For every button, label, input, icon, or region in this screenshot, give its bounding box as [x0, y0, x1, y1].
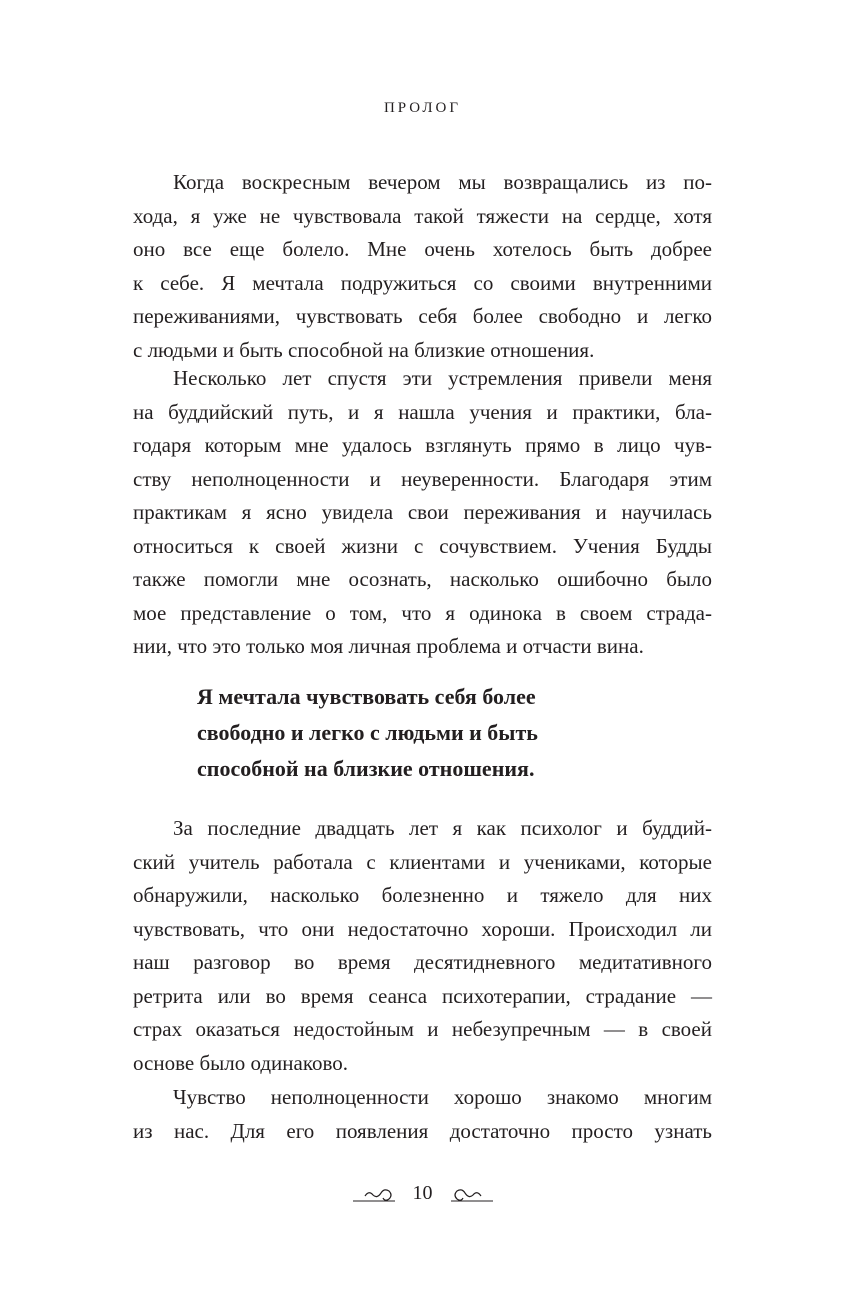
- text-line: мое представление о том, что я одинока в своем страда-: [133, 600, 712, 625]
- text-line: с людьми и быть способной на близкие отношения.: [133, 337, 595, 362]
- page-footer: [0, 1182, 845, 1205]
- right-ornament-icon: [447, 1184, 495, 1204]
- pull-quote-line: способной на близкие отношения.: [197, 756, 535, 781]
- text-line: переживаниями, чувствовать себя более свободно и легко: [133, 304, 712, 328]
- text-line: чувствовать, что они недостаточно хороши. Происходил ли: [133, 916, 712, 941]
- text-line: Чувство неполноценности хорошо знакомо многим: [173, 1085, 712, 1109]
- text-line: нии, что это только моя личная проблема и отчасти вина.: [133, 634, 644, 658]
- page-number: 10: [412, 1182, 433, 1204]
- text-line: За последние двадцать лет я как психолог и буддий-: [173, 816, 712, 840]
- text-line: практикам я ясно увидела свои переживания и научилась: [133, 500, 712, 524]
- text-line: годаря которым мне удалось взглянуть прямо в лицо чув-: [133, 433, 712, 457]
- pull-quote-line: Я мечтала чувствовать себя более: [197, 684, 536, 709]
- text-line: на буддийский путь, и я нашла учения и практики, бла-: [133, 399, 712, 424]
- text-line: Когда воскресным вечером мы возвращались из по-: [173, 170, 712, 194]
- text-line: относиться к своей жизни с сочувствием. Учения Будды: [133, 533, 712, 558]
- text-line: к себе. Я мечтала подружиться со своими внутренними: [133, 270, 712, 295]
- text-line: страх оказаться недостойным и небезупречным — в своей: [133, 1017, 712, 1041]
- pull-quote-line: свободно и легко с людьми и быть: [197, 720, 538, 745]
- running-header: ПРОЛОГ: [383, 100, 462, 116]
- text-line: наш разговор во время десятидневного медитативного: [133, 950, 712, 974]
- text-line: оно все еще болело. Мне очень хотелось быть добрее: [133, 237, 712, 261]
- text-line: Несколько лет спустя эти устремления привели меня: [173, 366, 712, 390]
- text-line: ству неполноценности и неуверенности. Благодаря этим: [133, 466, 712, 491]
- text-line: из нас. Для его появления достаточно просто узнать: [133, 1118, 712, 1143]
- left-ornament-icon: [351, 1184, 399, 1204]
- text-line: ский учитель работала с клиентами и учениками, которые: [133, 849, 712, 874]
- text-line: ретрита или во время сеанса психотерапии, страдание —: [133, 983, 712, 1008]
- text-line: также помогли мне осознать, насколько ошибочно было: [133, 567, 712, 591]
- text-line: основе было одинаково.: [133, 1050, 349, 1075]
- text-line: обнаружили, насколько болезненно и тяжело для них: [133, 883, 712, 907]
- text-line: хода, я уже не чувствовала такой тяжести на сердце, хотя: [133, 203, 712, 228]
